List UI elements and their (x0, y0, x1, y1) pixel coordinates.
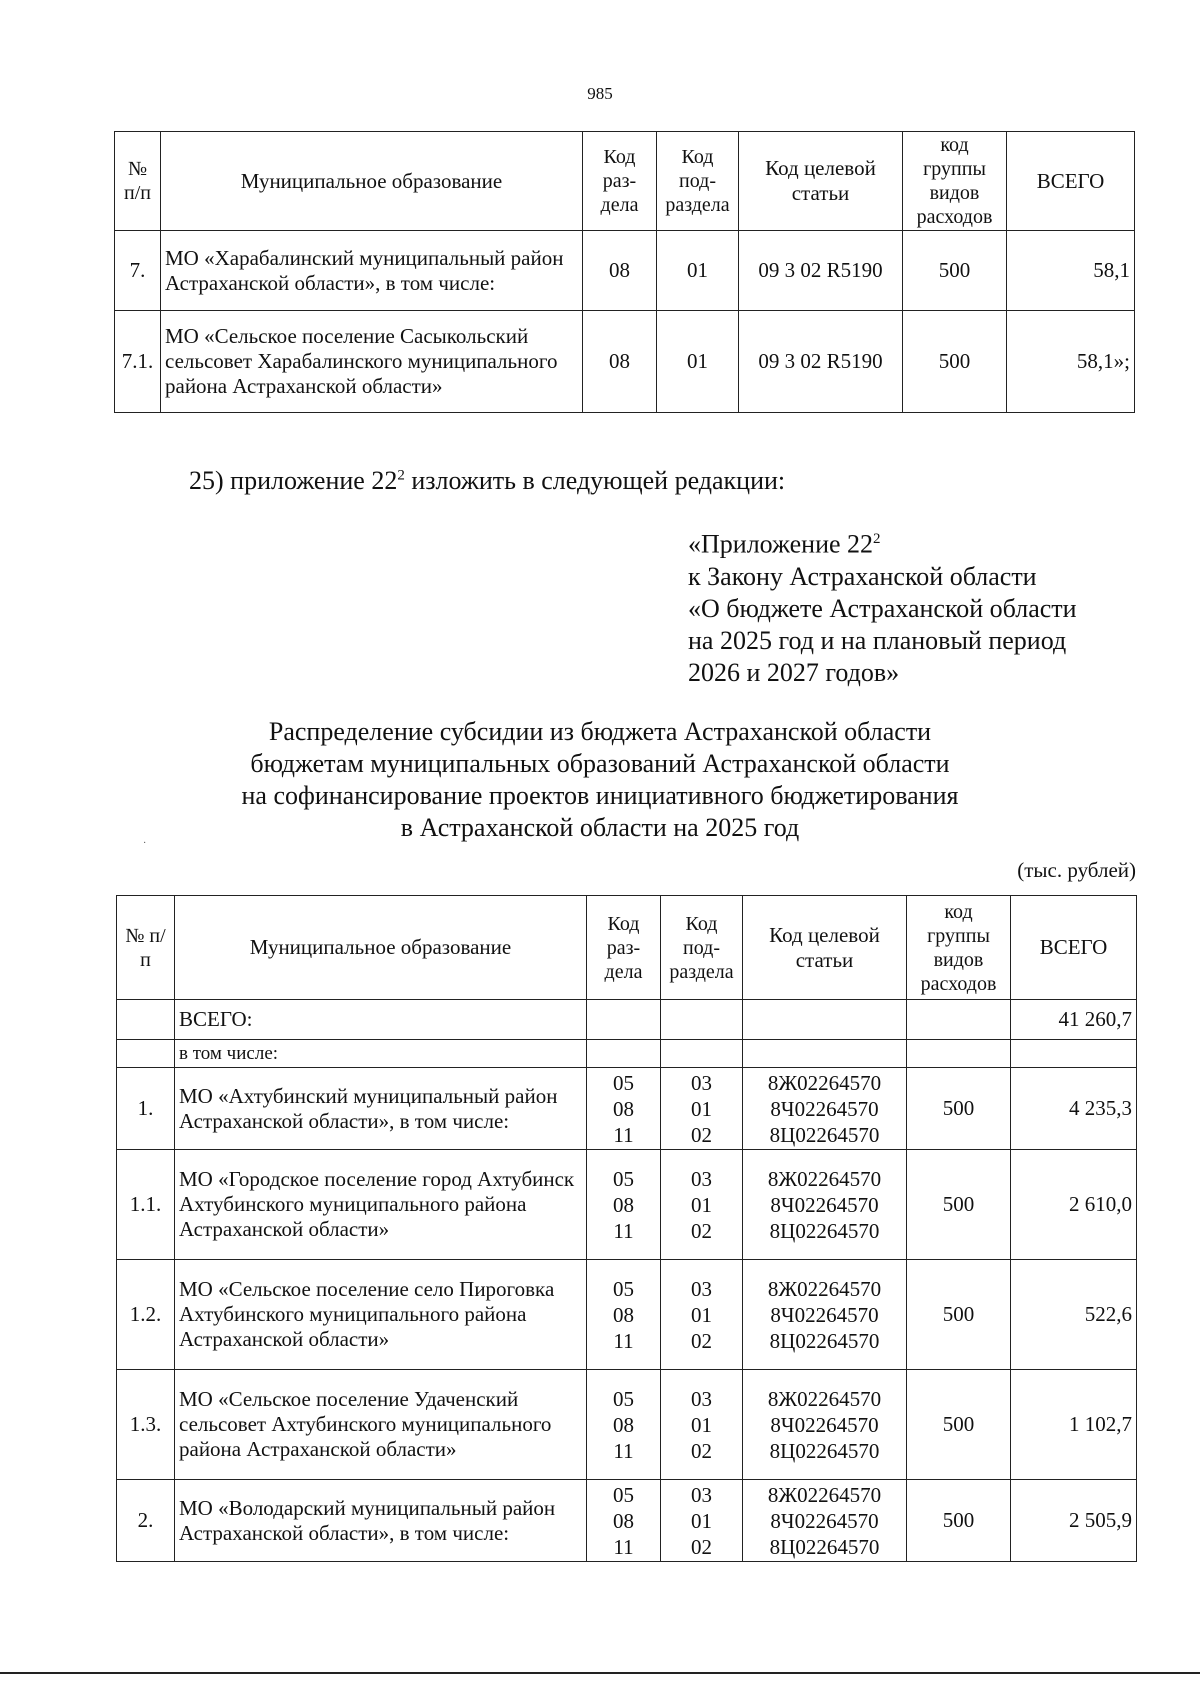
title-line-2: бюджетам муниципальных образований Астраханской области (250, 749, 950, 778)
table-row (117, 1150, 1137, 1260)
row-subsection-codes (661, 1260, 743, 1370)
appendix-line-2: к Закону Астраханской области (688, 561, 1037, 591)
appendix-line-5: 2026 и 2027 годов» (688, 657, 900, 687)
table-row (115, 311, 1135, 413)
amendment-superscript: 2 (397, 467, 405, 484)
row-section-codes-value: 05 (613, 1482, 634, 1507)
header-section-code: Код раз-дела (587, 896, 661, 1000)
row-municipality: МО «Ахтубинский муниципальный район Астраханской области», в том числе: (175, 1068, 587, 1150)
row-target-code: 09 3 02 R5190 (739, 311, 903, 413)
row-target-codes-value: 8Ц02264570 (769, 1534, 880, 1559)
table-row-total (117, 1000, 1137, 1040)
row-section-codes-value: 08 (613, 1508, 634, 1533)
row-section-codes-value: 11 (613, 1328, 634, 1353)
row-total: 2 610,0 (1011, 1150, 1137, 1260)
distribution-table (116, 895, 1137, 1562)
row-subsection-codes-value: 02 (691, 1218, 712, 1243)
table-row (117, 1260, 1137, 1370)
row-target-codes-value: 8Ц02264570 (769, 1218, 880, 1243)
grand-total-label: ВСЕГО: (175, 1000, 587, 1040)
title-line-4: в Астраханской области на 2025 год (400, 813, 800, 842)
row-municipality: МО «Сельское поселение Сасыкольский сельсовет Харабалинского муниципального района Астраханской области» (161, 311, 583, 413)
header-num: № п/п (117, 896, 175, 1000)
amendment-text-end: изложить в следующей редакции: (404, 466, 786, 495)
row-section-code: 08 (583, 311, 657, 413)
row-municipality: МО «Сельское поселение село Пироговка Ахтубинского муниципального района Астраханской области» (175, 1260, 587, 1370)
row-section-codes-value: 08 (613, 1192, 634, 1217)
header-subsection-code: Код под-раздела (657, 132, 739, 231)
row-section-codes (587, 1480, 661, 1562)
row-subsection-codes-value: 01 (691, 1192, 712, 1217)
row-subsection-codes-value: 03 (691, 1276, 712, 1301)
row-subsection-codes-value: 01 (691, 1096, 712, 1121)
amendment-item-25 (189, 466, 785, 496)
header-subsection-code: Код под-раздела (661, 896, 743, 1000)
row-target-codes-value: 8Ж02264570 (767, 1482, 882, 1507)
row-municipality: МО «Городское поселение город Ахтубинск Ахтубинского муниципального района Астраханской области» (175, 1150, 587, 1260)
amendment-text: 25) приложение 22 (189, 466, 398, 495)
row-target-codes-value: 8Ч02264570 (770, 1302, 879, 1327)
row-expense-code: 500 (907, 1150, 1011, 1260)
units-label: (тыс. рублей) (1017, 858, 1136, 882)
row-target-codes-value: 8Ц02264570 (769, 1438, 880, 1463)
row-expense-code: 500 (903, 231, 1007, 311)
title-line-3: на софинансирование проектов инициативного бюджетирования (241, 781, 959, 810)
row-section-codes (587, 1068, 661, 1150)
row-number: 2. (117, 1480, 175, 1562)
appendix-header (688, 523, 1077, 689)
appendix-line-4: на 2025 год и на плановый период (688, 625, 1067, 655)
header-total: ВСЕГО (1011, 896, 1137, 1000)
table-row (117, 1480, 1137, 1562)
row-subsection-codes-value: 02 (691, 1328, 712, 1353)
row-target-code: 09 3 02 R5190 (739, 231, 903, 311)
page-number: 985 (587, 84, 613, 103)
row-section-codes-value: 08 (613, 1412, 634, 1437)
row-total: 1 102,7 (1011, 1370, 1137, 1480)
row-target-codes (743, 1370, 907, 1480)
row-subsection-codes-value: 01 (691, 1302, 712, 1327)
row-subsection-codes-value: 02 (691, 1438, 712, 1463)
row-section-codes (587, 1150, 661, 1260)
continuation-table (114, 131, 1135, 413)
row-subsection-codes-value: 02 (691, 1122, 712, 1147)
row-section-codes-value: 05 (613, 1276, 634, 1301)
row-subsection-codes-value: 01 (691, 1412, 712, 1437)
row-number: 1.2. (117, 1260, 175, 1370)
appendix-line-1: «Приложение 22 (688, 529, 874, 559)
row-target-codes-value: 8Ж02264570 (767, 1386, 882, 1411)
row-target-codes-value: 8Ч02264570 (770, 1412, 879, 1437)
row-section-codes-value: 11 (613, 1122, 634, 1147)
row-subsection-codes-value: 02 (691, 1534, 712, 1559)
row-number: 1. (117, 1068, 175, 1150)
table-row (117, 1068, 1137, 1150)
header-target-code: Код целевой статьи (739, 132, 903, 231)
row-municipality: МО «Харабалинский муниципальный район Астраханской области», в том числе: (161, 231, 583, 311)
table-row-including (117, 1040, 1137, 1068)
row-target-codes (743, 1260, 907, 1370)
row-section-codes-value: 05 (613, 1070, 634, 1095)
scan-mark: · (143, 838, 147, 849)
row-subsection-codes (661, 1480, 743, 1562)
row-municipality: МО «Сельское поселение Удаченский сельсовет Ахтубинского муниципального района Астраханской области» (175, 1370, 587, 1480)
row-number: 1.3. (117, 1370, 175, 1480)
header-section-code: Код раз-дела (583, 132, 657, 231)
row-total: 4 235,3 (1011, 1068, 1137, 1150)
header-expense-code: код группы видов расходов (907, 896, 1011, 1000)
row-target-codes (743, 1068, 907, 1150)
appendix-line-3: «О бюджете Астраханской области (688, 593, 1077, 623)
row-subsection-codes-value: 03 (691, 1386, 712, 1411)
row-subsection-codes-value: 01 (691, 1508, 712, 1533)
row-target-codes-value: 8Ч02264570 (770, 1192, 879, 1217)
row-target-codes-value: 8Ч02264570 (770, 1096, 879, 1121)
row-expense-code: 500 (907, 1260, 1011, 1370)
row-target-codes-value: 8Ж02264570 (767, 1166, 882, 1191)
row-total: 58,1 (1007, 231, 1135, 311)
row-total: 58,1»; (1007, 311, 1135, 413)
row-subsection-codes (661, 1068, 743, 1150)
row-target-codes-value: 8Ц02264570 (769, 1328, 880, 1353)
table-row (115, 231, 1135, 311)
grand-total-value: 41 260,7 (1011, 1000, 1137, 1040)
row-section-codes-value: 05 (613, 1166, 634, 1191)
row-section-codes-value: 11 (613, 1534, 634, 1559)
row-subsection-code: 01 (657, 231, 739, 311)
header-expense-code: код группы видов расходов (903, 132, 1007, 231)
row-total: 2 505,9 (1011, 1480, 1137, 1562)
row-total: 522,6 (1011, 1260, 1137, 1370)
row-expense-code: 500 (903, 311, 1007, 413)
row-subsection-codes-value: 03 (691, 1482, 712, 1507)
row-section-code: 08 (583, 231, 657, 311)
document-title (0, 716, 1200, 844)
row-target-codes-value: 8Ж02264570 (767, 1070, 882, 1095)
header-target-code: Код целевой статьи (743, 896, 907, 1000)
header-municipality: Муниципальное образование (175, 896, 587, 1000)
row-target-codes-value: 8Ж02264570 (767, 1276, 882, 1301)
row-subsection-codes (661, 1150, 743, 1260)
header-total: ВСЕГО (1007, 132, 1135, 231)
row-target-codes (743, 1480, 907, 1562)
row-target-codes-value: 8Ч02264570 (770, 1508, 879, 1533)
row-number: 7. (115, 231, 161, 311)
row-number: 1.1. (117, 1150, 175, 1260)
row-section-codes-value: 05 (613, 1386, 634, 1411)
including-label: в том числе: (175, 1040, 587, 1068)
row-section-codes-value: 11 (613, 1218, 634, 1243)
row-expense-code: 500 (907, 1480, 1011, 1562)
row-section-codes-value: 08 (613, 1096, 634, 1121)
row-subsection-codes-value: 03 (691, 1166, 712, 1191)
table-row (117, 1370, 1137, 1480)
row-subsection-code: 01 (657, 311, 739, 413)
row-subsection-codes-value: 03 (691, 1070, 712, 1095)
title-line-1: Распределение субсидии из бюджета Астраханской области (268, 717, 932, 746)
bottom-rule (0, 1672, 1200, 1674)
appendix-superscript: 2 (873, 531, 881, 547)
row-section-codes (587, 1260, 661, 1370)
header-num: № п/п (115, 132, 161, 231)
row-target-codes (743, 1150, 907, 1260)
row-expense-code: 500 (907, 1370, 1011, 1480)
row-section-codes-value: 08 (613, 1302, 634, 1327)
row-municipality: МО «Володарский муниципальный район Астраханской области», в том числе: (175, 1480, 587, 1562)
header-municipality: Муниципальное образование (161, 132, 583, 231)
row-section-codes-value: 11 (613, 1438, 634, 1463)
row-expense-code: 500 (907, 1068, 1011, 1150)
row-target-codes-value: 8Ц02264570 (769, 1122, 880, 1147)
row-number: 7.1. (115, 311, 161, 413)
row-section-codes (587, 1370, 661, 1480)
row-subsection-codes (661, 1370, 743, 1480)
